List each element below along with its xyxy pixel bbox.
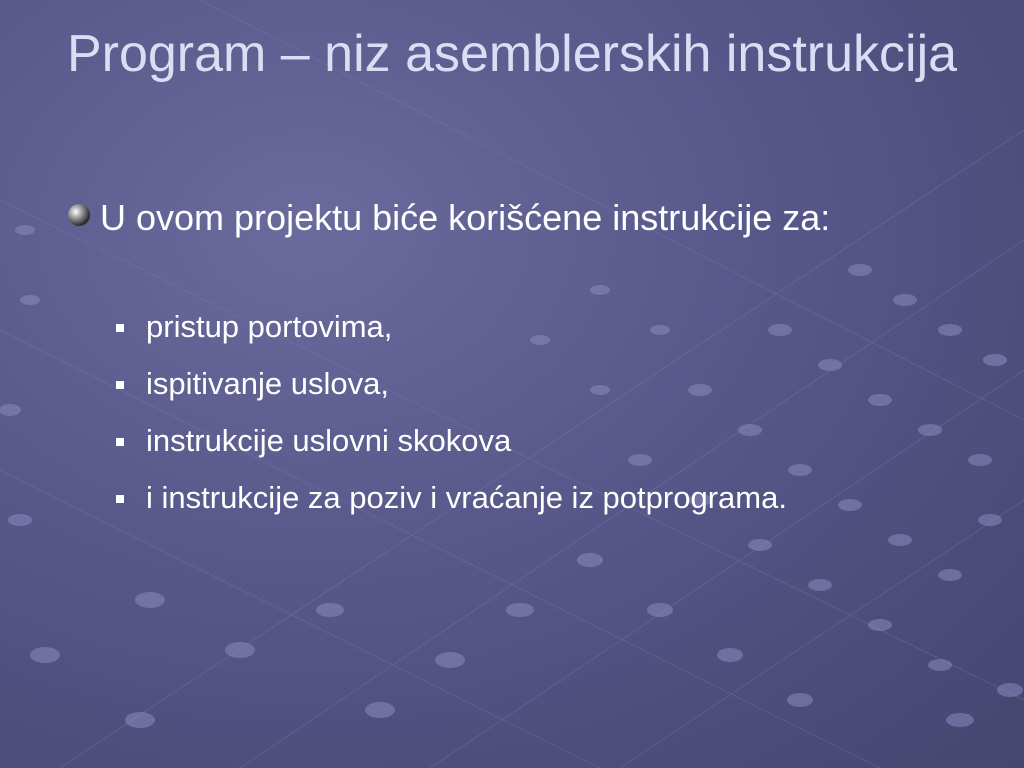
sub-bullet-item (112, 362, 792, 406)
sub-bullet-text: instrukcije uslovni skokova (146, 423, 512, 458)
sub-bullet-item (112, 476, 792, 520)
square-bullet-icon (116, 495, 124, 503)
sub-bullet-item (112, 419, 792, 463)
square-bullet-icon (116, 381, 124, 389)
square-bullet-icon (116, 438, 124, 446)
bullet-text: U ovom projektu biće korišćene instrukcije za: (100, 197, 831, 238)
sub-bullet-text: ispitivanje uslova, (146, 366, 389, 401)
sub-bullet-text: i instrukcije za poziv i vraćanje iz potprograma. (146, 480, 787, 515)
sub-bullet-list (112, 305, 792, 533)
sub-bullet-text: pristup portovima, (146, 309, 393, 344)
square-bullet-icon (116, 324, 124, 332)
sphere-bullet-icon (66, 202, 92, 228)
sub-bullet-item (112, 305, 792, 349)
slide-title: Program – niz asemblerskih instrukcija (66, 25, 958, 83)
